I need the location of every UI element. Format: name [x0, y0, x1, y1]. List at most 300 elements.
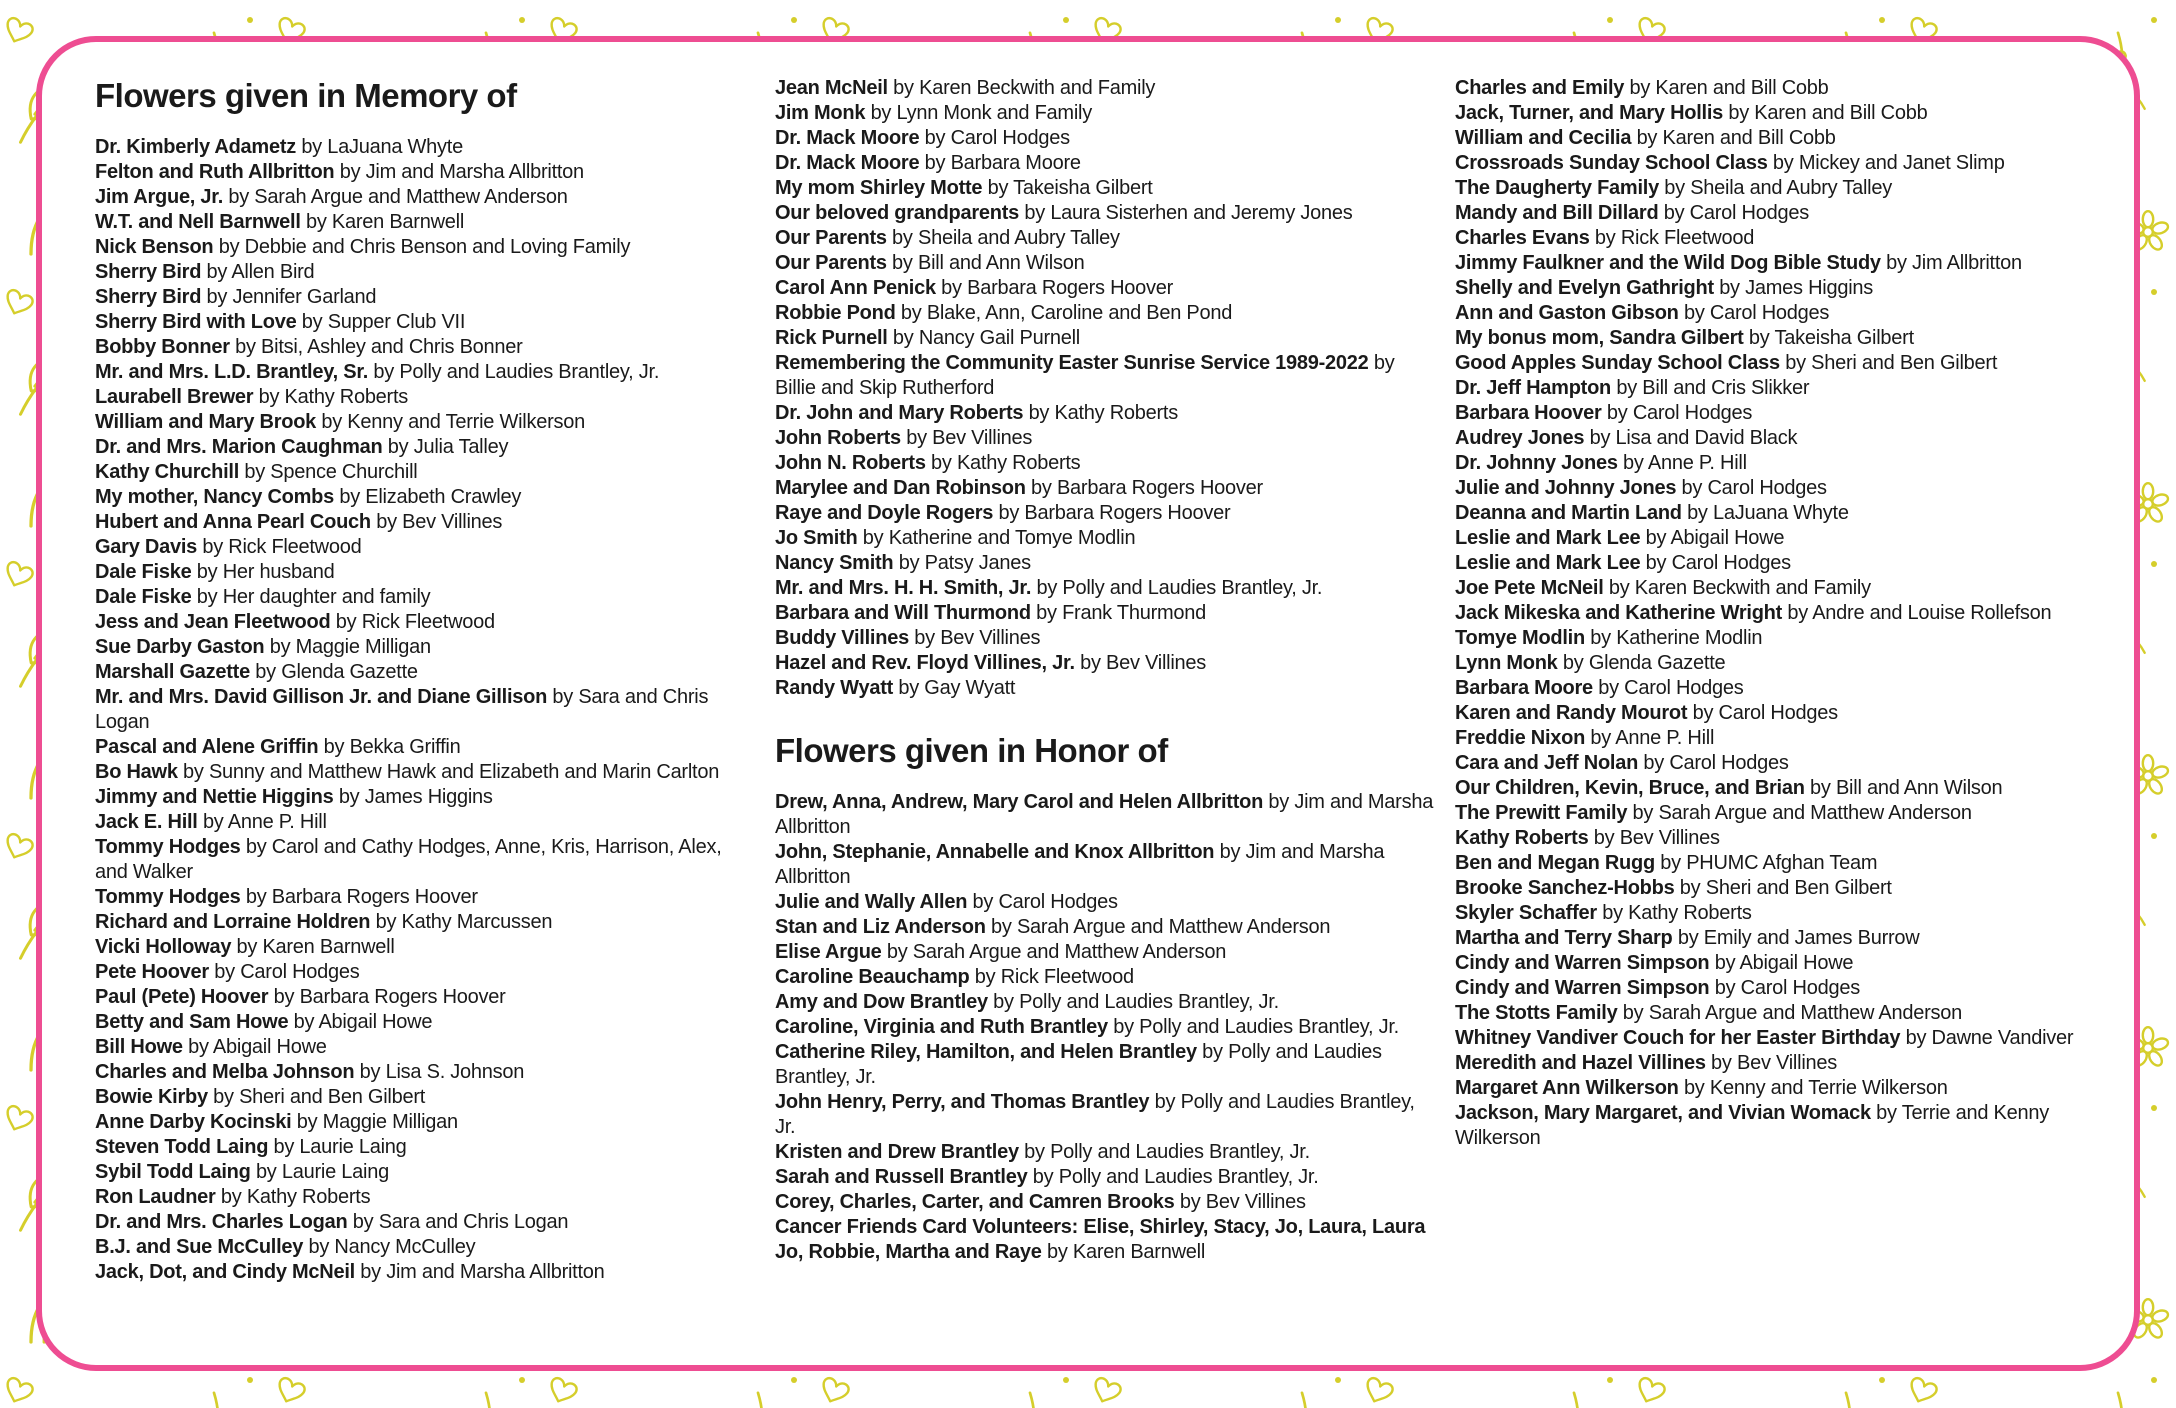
donor-name: Laurie Laing: [281, 1161, 389, 1183]
connector-word: by: [987, 177, 1009, 199]
donor-name: Polly and Laudies Brantley, Jr.: [1058, 1166, 1319, 1188]
donor-name: Barbara Rogers Hoover: [1056, 477, 1263, 499]
connector-word: by: [1562, 652, 1584, 674]
honoree-name: Ann and Gaston Gibson: [1455, 302, 1679, 324]
connector-word: by: [892, 327, 914, 349]
donor-name: Andre and Louise Rollefson: [1812, 602, 2052, 624]
connector-word: by: [1589, 427, 1611, 449]
donor-name: Katherine and Tomye Modlin: [888, 527, 1136, 549]
honoree-name: Rick Purnell: [775, 327, 888, 349]
connector-word: by: [1664, 177, 1685, 199]
memorial-entry: [1455, 976, 2095, 1001]
donor-name: Bill and Cris Slikker: [1642, 377, 1810, 399]
memorial-entry: [1455, 551, 2095, 576]
donor-name: Her daughter and family: [222, 586, 431, 608]
donor-name: Sheila and Aubry Talley: [917, 227, 1120, 249]
donor-name: Rick Fleetwood: [1000, 966, 1134, 988]
memorial-entry: [1455, 201, 2095, 226]
honoree-name: Buddy Villines: [775, 627, 909, 649]
donor-name: Supper Club VII: [327, 311, 466, 333]
donor-name: Jennifer Garland: [232, 286, 377, 308]
memorial-entry: [95, 985, 740, 1010]
connector-word: by: [1373, 352, 1395, 374]
donor-name: Rick Fleetwood: [361, 611, 495, 633]
connector-word: by: [196, 586, 218, 608]
donor-name: Anne P. Hill: [1647, 452, 1747, 474]
connector-word: by: [1692, 702, 1714, 724]
honoree-name: Tommy Hodges: [95, 836, 241, 858]
memorial-entry: [1455, 351, 2095, 376]
memorial-entry: [1455, 801, 2095, 826]
donor-name: Bev Villines: [1205, 1191, 1306, 1213]
connector-word: by: [373, 361, 394, 383]
donor-name: Anne P. Hill: [227, 811, 327, 833]
honoree-name: The Prewitt Family: [1455, 802, 1628, 824]
connector-word: by: [1683, 302, 1705, 324]
connector-word: by: [1629, 77, 1651, 99]
honoree-name: Dale Fiske: [95, 586, 192, 608]
honoree-name: Steven Todd Laing: [95, 1136, 269, 1158]
connector-word: by: [206, 286, 228, 308]
memorial-entry: [95, 1185, 740, 1210]
honoree-name: Hubert and Anna Pearl Couch: [95, 511, 371, 533]
memorial-entry: [1455, 401, 2095, 426]
donor-name: Polly and Laudies Brantley, Jr.: [1019, 991, 1279, 1013]
connector-word: by: [898, 552, 920, 574]
connector-word: by: [244, 461, 265, 483]
donor-name: Lisa and David Black: [1615, 427, 1798, 449]
donor-name: Frank Thurmond: [1062, 602, 1207, 624]
honoree-name: Jean McNeil: [775, 77, 888, 99]
connector-word: by: [352, 1211, 374, 1233]
honoree-name: Cindy and Warren Simpson: [1455, 952, 1710, 974]
memorial-entry: [775, 251, 1435, 276]
honoree-name: Gary Davis: [95, 536, 198, 558]
connector-word: by: [993, 991, 1014, 1013]
memorial-entry: [775, 476, 1435, 501]
memorial-entry: [775, 651, 1435, 676]
memorial-entry: [95, 760, 740, 785]
honoree-name: Sherry Bird with Love: [95, 311, 297, 333]
honoree-name: Mandy and Bill Dillard: [1455, 202, 1659, 224]
connector-word: by: [900, 302, 922, 324]
honoree-name: Jo Smith: [775, 527, 858, 549]
honoree-name: Nick Benson: [95, 236, 214, 258]
honoree-name: Drew, Anna, Andrew, Mary Carol and Helen Allbritton: [775, 791, 1264, 813]
memorial-entry: [775, 201, 1435, 226]
memorial-entry: [1455, 1076, 2095, 1101]
donor-name: Takeisha Gilbert: [1013, 177, 1153, 199]
connector-word: by: [296, 1111, 318, 1133]
donor-name: Debbie and Chris Benson and Loving Family: [244, 236, 631, 258]
memorial-entry: [775, 101, 1435, 126]
connector-word: by: [1024, 1141, 1045, 1163]
column-memory-2-honor-1: [775, 76, 1435, 1265]
honoree-name: Charles and Melba Johnson: [95, 1061, 355, 1083]
connector-word: by: [1268, 791, 1289, 813]
honoree-name: Remembering the Community Easter Sunrise Service 1989-2022: [775, 352, 1369, 374]
connector-word: by: [1886, 252, 1907, 274]
memorial-entry: [95, 585, 740, 610]
donor-name: Carol Hodges: [1689, 202, 1809, 224]
memorial-entry: [1455, 676, 2095, 701]
memorial-entry: [775, 840, 1435, 890]
connector-word: by: [214, 961, 235, 983]
section-title: Flowers given in Memory of: [95, 77, 517, 114]
donor-name: Sarah Argue and Matthew Anderson: [254, 186, 568, 208]
connector-word: by: [196, 561, 218, 583]
donor-name: Anne P. Hill: [1615, 727, 1715, 749]
memorial-entry: [775, 551, 1435, 576]
connector-word: by: [1606, 402, 1628, 424]
honoree-name: Good Apples Sunday School Class: [1455, 352, 1780, 374]
donor-name: PHUMC Afghan Team: [1686, 852, 1878, 874]
donor-name: Polly and Laudies Brantley, Jr.: [399, 361, 660, 383]
honoree-name: John Henry, Perry, and Thomas Brantley: [775, 1091, 1150, 1113]
memorial-entry: [1455, 151, 2095, 176]
honoree-name: Margaret Ann Wilkerson: [1455, 1077, 1679, 1099]
donor-name: Terrie and Kenny Wilkerson: [1455, 1102, 2049, 1149]
memorial-entry: [1455, 726, 2095, 751]
honoree-name: Our beloved grandparents: [775, 202, 1020, 224]
honoree-name: Marshall Gazette: [95, 661, 250, 683]
connector-word: by: [924, 152, 946, 174]
connector-word: by: [924, 127, 946, 149]
honoree-name: Marylee and Dan Robinson: [775, 477, 1026, 499]
connector-word: by: [359, 1061, 381, 1083]
donor-name: James Higgins: [364, 786, 493, 808]
connector-word: by: [273, 986, 295, 1008]
memorial-entry: [775, 126, 1435, 151]
honoree-name: Sue Darby Gaston: [95, 636, 265, 658]
connector-word: by: [886, 941, 908, 963]
honoree-name: Elise Argue: [775, 941, 882, 963]
memorial-entry: [1455, 76, 2095, 101]
donor-name: Bev Villines: [940, 627, 1041, 649]
honoree-name: John, Stephanie, Annabelle and Knox Allbritton: [775, 841, 1215, 863]
honoree-name: Cara and Jeff Nolan: [1455, 752, 1639, 774]
connector-word: by: [1590, 727, 1612, 749]
donor-name: Glenda Gazette: [281, 661, 418, 683]
donor-name: Barbara Rogers Hoover: [967, 277, 1174, 299]
donor-name: Sarah Argue and Matthew Anderson: [1648, 1002, 1963, 1024]
memorial-entry: [95, 485, 740, 510]
donor-name: Carol Hodges: [950, 127, 1070, 149]
honoree-name: Hazel and Rev. Floyd Villines, Jr.: [775, 652, 1075, 674]
honoree-name: Vicki Holloway: [95, 936, 232, 958]
memorial-entry: [95, 1010, 740, 1035]
honoree-name: Deanna and Martin Land: [1455, 502, 1682, 524]
donor-name: Sheri and Ben Gilbert: [1811, 352, 1998, 374]
donor-name: Katherine Modlin: [1616, 627, 1763, 649]
donor-name: Jim and Marsha Allbritton: [386, 1261, 605, 1283]
donor-name: Abigail Howe: [212, 1036, 327, 1058]
donor-name: Polly and Laudies Brantley, Jr.: [1062, 577, 1323, 599]
memorial-entry: [95, 560, 740, 585]
connector-word: by: [1905, 1027, 1927, 1049]
connector-word: by: [941, 277, 962, 299]
donor-name: Sarah Argue and Matthew Anderson: [1658, 802, 1972, 824]
donor-name: Carol Hodges: [1669, 752, 1789, 774]
memorial-entry: [775, 276, 1435, 301]
honoree-name: Dr. and Mrs. Marion Caughman: [95, 436, 383, 458]
honoree-name: Our Parents: [775, 227, 887, 249]
connector-word: by: [183, 761, 204, 783]
memorial-entry: [775, 601, 1435, 626]
connector-word: by: [376, 511, 397, 533]
donor-name: Laura Sisterhen and Jeremy Jones: [1050, 202, 1353, 224]
connector-word: by: [338, 786, 360, 808]
memorial-entry: [1455, 501, 2095, 526]
memorial-entry: [95, 885, 740, 910]
connector-word: by: [1113, 1016, 1134, 1038]
honoree-name: Dale Fiske: [95, 561, 192, 583]
honoree-name: Jimmy Faulkner and the Wild Dog Bible Study: [1455, 252, 1881, 274]
memorial-entry: [95, 610, 740, 635]
donor-name: Carol Hodges: [1632, 402, 1753, 424]
donor-name: Jim and Marsha Allbritton: [775, 791, 1434, 838]
donor-name: Sara and Chris Logan: [95, 686, 709, 733]
honoree-name: Cindy and Warren Simpson: [1455, 977, 1710, 999]
donor-name: Abigail Howe: [1670, 527, 1785, 549]
section-title: Flowers given in Honor of: [775, 732, 1168, 769]
donor-name: Nancy McCulley: [334, 1236, 476, 1258]
connector-word: by: [258, 386, 280, 408]
honoree-name: Tomye Modlin: [1455, 627, 1585, 649]
memorial-entry: [95, 210, 740, 235]
memorial-entry: [775, 1015, 1435, 1040]
honoree-name: Jim Monk: [775, 102, 866, 124]
connector-word: by: [906, 427, 927, 449]
connector-word: by: [552, 686, 573, 708]
honoree-name: Dr. Mack Moore: [775, 127, 920, 149]
donor-name: Kenny and Terrie Wilkerson: [1709, 1077, 1948, 1099]
connector-word: by: [1608, 577, 1630, 599]
memorial-entry: [95, 1135, 740, 1160]
honoree-name: Jack, Dot, and Cindy McNeil: [95, 1261, 355, 1283]
memorial-entry: [95, 135, 740, 160]
memorial-entry: [1455, 901, 2095, 926]
donor-name: Mickey and Janet Slimp: [1798, 152, 2005, 174]
memorial-entry: [95, 510, 740, 535]
honoree-name: Jack E. Hill: [95, 811, 198, 833]
honoree-name: Bo Hawk: [95, 761, 178, 783]
memorial-entry: [1455, 776, 2095, 801]
memorial-entry: [95, 285, 740, 310]
memorial-entry: [1455, 876, 2095, 901]
donor-name: Jim and Marsha Allbritton: [775, 841, 1385, 888]
connector-word: by: [323, 736, 345, 758]
memorial-entry: [1455, 1051, 2095, 1076]
memorial-entry: [775, 1040, 1435, 1090]
honoree-name: Jess and Jean Fleetwood: [95, 611, 331, 633]
connector-word: by: [301, 136, 322, 158]
connector-word: by: [1772, 152, 1794, 174]
connector-word: by: [335, 611, 357, 633]
honoree-name: Dr. Johnny Jones: [1455, 452, 1618, 474]
memorial-entry: [95, 1035, 740, 1060]
honoree-name: Tommy Hodges: [95, 886, 241, 908]
memorial-entry: [1455, 376, 2095, 401]
memorial-entry: [95, 1060, 740, 1085]
honoree-name: Sherry Bird: [95, 261, 202, 283]
connector-word: by: [898, 677, 919, 699]
memorial-entry: [95, 1235, 740, 1260]
connector-word: by: [1748, 327, 1770, 349]
honoree-name: The Daugherty Family: [1455, 177, 1659, 199]
donor-name: Carol Hodges: [1740, 977, 1860, 999]
honoree-name: Barbara Hoover: [1455, 402, 1602, 424]
donor-name: Bev Villines: [402, 511, 503, 533]
memorial-entry: [775, 790, 1435, 840]
donor-name: Kathy Roberts: [1054, 402, 1178, 424]
memorial-entry: [775, 626, 1435, 651]
memorial-entry: [95, 310, 740, 335]
connector-word: by: [1602, 902, 1623, 924]
donor-name: Karen and Bill Cobb: [1754, 102, 1928, 124]
donor-name: Karen Beckwith and Family: [1634, 577, 1871, 599]
memorial-entry: [775, 1090, 1435, 1140]
connector-word: by: [308, 1236, 330, 1258]
connector-word: by: [1024, 202, 1045, 224]
connector-word: by: [893, 77, 914, 99]
connector-word: by: [255, 1161, 277, 1183]
connector-word: by: [360, 1261, 381, 1283]
connector-word: by: [228, 186, 249, 208]
connector-word: by: [862, 527, 884, 549]
honoree-name: Laurabell Brewer: [95, 386, 254, 408]
connector-word: by: [220, 1186, 242, 1208]
donor-name: Sunny and Matthew Hawk and Elizabeth and Marin Carlton: [208, 761, 720, 783]
donor-name: Patsy Janes: [924, 552, 1031, 574]
honoree-name: Dr. Kimberly Adametz: [95, 136, 296, 158]
donor-name: Lisa S. Johnson: [385, 1061, 525, 1083]
memorial-entry: [775, 326, 1435, 351]
memorial-entry: [95, 235, 740, 260]
honoree-name: Jack, Turner, and Mary Hollis: [1455, 102, 1724, 124]
connector-word: by: [1623, 452, 1644, 474]
honoree-name: Jackson, Mary Margaret, and Vivian Womack: [1455, 1102, 1871, 1124]
honoree-name: Corey, Charles, Carter, and Camren Brooks: [775, 1191, 1175, 1213]
memorial-entry: [95, 260, 740, 285]
honoree-name: Leslie and Mark Lee: [1455, 552, 1641, 574]
donor-name: Carol Hodges: [240, 961, 360, 983]
honoree-name: Raye and Doyle Rogers: [775, 502, 994, 524]
honoree-name: Karen and Randy Mourot: [1455, 702, 1688, 724]
honoree-name: Shelly and Evelyn Gathright: [1455, 277, 1714, 299]
donor-name: Kathy Roberts: [284, 386, 409, 408]
memorial-entry: [1455, 426, 2095, 451]
connector-word: by: [245, 836, 267, 858]
donor-name: Her husband: [222, 561, 335, 583]
honoree-name: Dr. Mack Moore: [775, 152, 920, 174]
memorial-entry: [1455, 326, 2095, 351]
connector-word: by: [1036, 602, 1057, 624]
donor-name: Carol Hodges: [998, 891, 1118, 913]
honoree-name: Dr. John and Mary Roberts: [775, 402, 1024, 424]
honoree-name: Sarah and Russell Brantley: [775, 1166, 1028, 1188]
memorial-entry: [1455, 951, 2095, 976]
memorial-entry: [95, 935, 740, 960]
connector-word: by: [387, 436, 409, 458]
honoree-name: Mr. and Mrs. H. H. Smith, Jr.: [775, 577, 1032, 599]
donor-name: Sheri and Ben Gilbert: [1705, 877, 1892, 899]
donor-name: Kathy Marcussen: [401, 911, 553, 933]
donor-name: Sheri and Ben Gilbert: [239, 1086, 426, 1108]
column-honor-2: [1455, 76, 2095, 1151]
donor-name: Barbara Moore: [950, 152, 1081, 174]
donor-name: Allen Bird: [231, 261, 315, 283]
connector-word: by: [339, 486, 360, 508]
connector-word: by: [236, 936, 258, 958]
honoree-name: Charles and Emily: [1455, 77, 1625, 99]
honoree-name: Bobby Bonner: [95, 336, 230, 358]
memorial-entry: [775, 965, 1435, 990]
honoree-name: Joe Pete McNeil: [1455, 577, 1604, 599]
memorial-entry: [775, 451, 1435, 476]
memorial-entry: [1455, 651, 2095, 676]
honoree-name: Anne Darby Kocinski: [95, 1111, 292, 1133]
memorial-entry: [775, 676, 1435, 701]
connector-word: by: [339, 161, 361, 183]
connector-word: by: [1643, 752, 1665, 774]
memorial-entry: [95, 1160, 740, 1185]
connector-word: by: [188, 1036, 209, 1058]
honoree-name: Barbara Moore: [1455, 677, 1593, 699]
donor-name: Sarah Argue and Matthew Anderson: [912, 941, 1227, 963]
donor-name: Carol Hodges: [1709, 302, 1830, 324]
donor-name: Karen and Bill Cobb: [1662, 127, 1836, 149]
connector-word: by: [1645, 527, 1667, 549]
connector-word: by: [269, 636, 291, 658]
donor-name: Polly and Laudies Brantley, Jr.: [1139, 1016, 1399, 1038]
honoree-name: Julie and Wally Allen: [775, 891, 968, 913]
memorial-entry: [775, 890, 1435, 915]
donor-name: Sheila and Aubry Talley: [1690, 177, 1892, 199]
connector-word: by: [1681, 477, 1703, 499]
honoree-name: Bill Howe: [95, 1036, 183, 1058]
honoree-name: Nancy Smith: [775, 552, 894, 574]
memorial-entry: [775, 401, 1435, 426]
memorial-entry: [95, 160, 740, 185]
connector-word: by: [1598, 677, 1619, 699]
honoree-name: Meredith and Hazel Villines: [1455, 1052, 1706, 1074]
honoree-name: Leslie and Mark Lee: [1455, 527, 1641, 549]
connector-word: by: [998, 502, 1020, 524]
honoree-name: Our Children, Kevin, Bruce, and Brian: [1455, 777, 1805, 799]
memorial-entry: [1455, 751, 2095, 776]
connector-word: by: [1616, 377, 1637, 399]
connector-word: by: [1219, 841, 1241, 863]
honoree-name: Skyler Schaffer: [1455, 902, 1597, 924]
honoree-name: Audrey Jones: [1455, 427, 1585, 449]
connector-word: by: [1594, 227, 1616, 249]
honoree-name: Kathy Churchill: [95, 461, 240, 483]
connector-word: by: [1876, 1102, 1897, 1124]
connector-word: by: [293, 1011, 315, 1033]
connector-word: by: [218, 236, 240, 258]
honoree-name: William and Mary Brook: [95, 411, 317, 433]
connector-word: by: [892, 227, 913, 249]
memorial-entry: [95, 1110, 740, 1135]
memorial-entry: [95, 1210, 740, 1235]
memorial-entry: [1455, 276, 2095, 301]
memorial-entry: [95, 685, 740, 735]
memorial-entry: [95, 185, 740, 210]
honoree-name: Amy and Dow Brantley: [775, 991, 988, 1013]
connector-word: by: [1660, 852, 1681, 874]
honoree-name: The Stotts Family: [1455, 1002, 1618, 1024]
